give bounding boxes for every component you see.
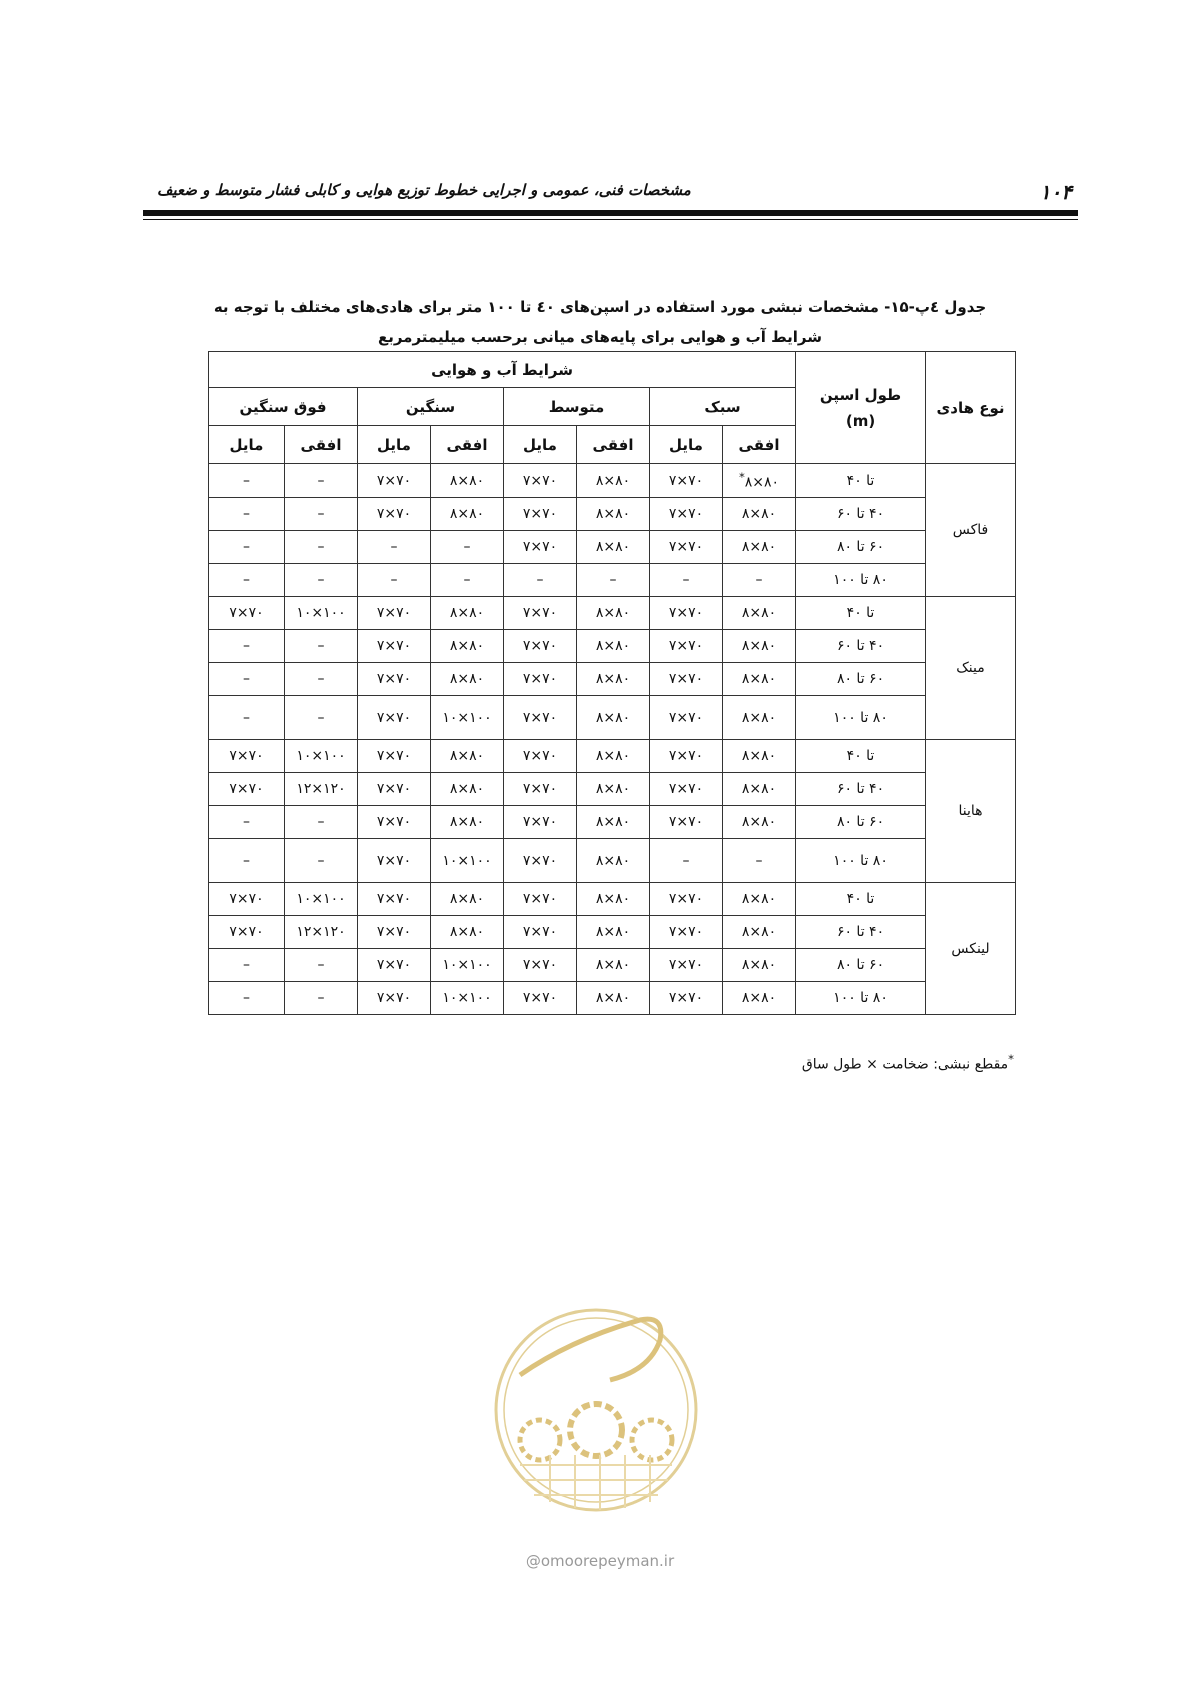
table-row [209,498,1016,531]
angle-size-cell: ۷۰×۷ [650,883,723,916]
angle-size-cell: ۱۰۰×۱۰ [285,740,358,773]
span-range: ۶۰ تا ۸۰ [796,949,926,982]
angle-size-cell: – [650,839,723,883]
angle-size-cell: ۸۰×۸ [577,498,650,531]
angle-size-cell: ۷۰×۷ [504,740,577,773]
angle-size-cell: ۸۰×۸ [723,663,796,696]
angle-size-cell: ۸۰×۸ [723,806,796,839]
angle-size-cell: ۷۰×۷ [650,630,723,663]
angle-size-cell: ۷۰×۷ [358,982,431,1015]
page-number: ۱۰۴ [1039,180,1072,204]
span-range: ۴۰ تا ۶۰ [796,773,926,806]
angle-size-cell: ۷۰×۷ [650,949,723,982]
angle-size-cell: ۷۰×۷ [358,464,431,498]
table-row [209,564,1016,597]
angle-size-cell: – [358,564,431,597]
angle-size-cell: ۸۰×۸ [723,531,796,564]
angle-size-cell: ۷۰×۷ [358,883,431,916]
angle-size-cell: ۸۰×۸ [431,630,504,663]
span-length-label: طول اسپن [819,385,902,404]
angle-size-cell: ۸۰×۸ [723,740,796,773]
header-inclined: مایل [650,426,723,464]
angle-size-cell: – [209,982,285,1015]
angle-size-cell: ۸۰×۸ [577,883,650,916]
header-conductor-type: نوع هادی [926,352,1016,464]
caption-line-2: شرایط آب و هوایی برای پایه‌های میانی برحسب میلیمترمربع [377,328,823,346]
angle-size-cell: ۷۰×۷ [358,773,431,806]
angle-size-cell: ۷۰×۷ [504,663,577,696]
angle-size-cell: ۷۰×۷ [650,696,723,740]
angle-size-cell: ۸۰×۸ [723,883,796,916]
angle-size-cell: ۷۰×۷ [504,464,577,498]
caption-line-1: جدول ٤پ-١۵- مشخصات نبشی مورد استفاده در اسپن‌های ٤٠ تا ۱۰۰ متر برای هادی‌های مختلف با توجه به [213,298,987,316]
angle-size-cell: ۷۰×۷ [358,630,431,663]
header-horizontal: افقی [577,426,650,464]
header-horizontal: افقی [285,426,358,464]
table-row [209,696,1016,740]
angle-size-cell: ۸۰×۸ [431,806,504,839]
angle-size-cell: – [285,564,358,597]
angle-size-cell: ۱۰۰×۱۰ [431,696,504,740]
angle-size-cell: ۷۰×۷ [504,839,577,883]
angle-size-cell: – [285,806,358,839]
header-weather-extra-heavy: فوق سنگین [209,388,358,426]
conductor-name: لینکس [926,883,1016,1015]
angle-size-cell: ۸۰×۸ [431,663,504,696]
angle-size-cell: ۸۰×۸ [723,630,796,663]
angle-size-cell: – [209,564,285,597]
conductor-name: فاکس [926,464,1016,597]
span-range: تا ۴۰ [796,883,926,916]
angle-size-cell: ۸۰×۸ [577,916,650,949]
angle-size-cell: ۸۰×۸ [577,630,650,663]
angle-spec-table [208,351,1016,1015]
footnote-mark: * [1008,1052,1014,1066]
angle-size-cell: ۷۰×۷ [358,498,431,531]
angle-size-cell: – [209,696,285,740]
angle-size-cell: ۸۰×۸ [431,498,504,531]
table-row [209,663,1016,696]
angle-size-cell: ۸۰×۸ [431,773,504,806]
header-weather-medium: متوسط [504,388,650,426]
span-range: ۸۰ تا ۱۰۰ [796,564,926,597]
span-range: تا ۴۰ [796,597,926,630]
table-row [209,597,1016,630]
angle-size-cell: ۷۰×۷ [358,740,431,773]
angle-size-cell: ۷۰×۷ [358,696,431,740]
angle-size-cell: ۸۰×۸ [577,982,650,1015]
angle-size-cell: ۸۰×۸ [577,773,650,806]
angle-size-cell: – [285,696,358,740]
angle-size-cell: ۷۰×۷ [504,916,577,949]
angle-size-cell: – [209,464,285,498]
angle-size-cell: ۷۰×۷ [650,773,723,806]
angle-size-value: ۸۰×۸ [744,474,780,491]
angle-size-cell: ۸۰×۸ [577,949,650,982]
angle-size-cell: – [209,839,285,883]
angle-size-cell: ۷۰×۷ [650,464,723,498]
angle-size-cell: ۱۰۰×۱۰ [431,982,504,1015]
angle-size-cell: ۸۰×۸ [431,597,504,630]
angle-size-cell: ۷۰×۷ [209,597,285,630]
angle-size-cell: ۷۰×۷ [650,663,723,696]
angle-size-cell: – [358,531,431,564]
angle-size-cell: ۷۰×۷ [650,806,723,839]
header-rule-thick [143,210,1078,216]
header-span-length [796,352,926,464]
angle-size-cell: ۱۲۰×۱۲ [285,916,358,949]
header-weather-heavy: سنگین [358,388,504,426]
angle-size-cell: – [431,564,504,597]
footnote-text: مقطع نبشی: ضخامت × طول ساق [801,1056,1009,1073]
angle-size-cell: ۸۰×۸ [577,663,650,696]
angle-size-cell: – [209,663,285,696]
table-row [209,464,1016,498]
span-range: ۴۰ تا ۶۰ [796,916,926,949]
angle-size-cell: ۷۰×۷ [209,883,285,916]
angle-size-cell: – [285,464,358,498]
table-row [209,806,1016,839]
header-horizontal: افقی [723,426,796,464]
angle-size-cell: ۸۰×۸ [723,949,796,982]
angle-size-cell: ۷۰×۷ [358,839,431,883]
footnote-reference: * [738,470,745,485]
angle-size-cell: ۷۰×۷ [504,949,577,982]
angle-size-cell: ۸۰×۸ [577,464,650,498]
angle-size-cell: ۷۰×۷ [504,531,577,564]
angle-size-cell: ۸۰×۸ [723,916,796,949]
angle-size-cell: ۷۰×۷ [504,806,577,839]
angle-size-cell: ۷۰×۷ [504,982,577,1015]
angle-size-cell: ۷۰×۷ [358,663,431,696]
angle-size-cell: – [209,806,285,839]
angle-size-cell: ۱۰۰×۱۰ [285,883,358,916]
span-range: ۸۰ تا ۱۰۰ [796,839,926,883]
angle-size-cell: ۱۰۰×۱۰ [431,839,504,883]
angle-size-cell: – [209,630,285,663]
table-row [209,839,1016,883]
angle-size-cell: – [431,531,504,564]
angle-size-cell: – [723,839,796,883]
angle-size-cell: ۸۰×۸ [723,696,796,740]
table-row [209,740,1016,773]
angle-size-cell: ۷۰×۷ [358,806,431,839]
header-weather-light: سبک [650,388,796,426]
footnote [802,1052,1014,1073]
span-range: ۸۰ تا ۱۰۰ [796,696,926,740]
table-row [209,982,1016,1015]
angle-size-cell: ۸۰×۸ [577,806,650,839]
header-rule-thin [143,219,1078,220]
angle-size-cell: – [209,949,285,982]
angle-size-cell: – [285,531,358,564]
header-inclined: مایل [209,426,285,464]
angle-size-cell: ۸۰×۸ [577,597,650,630]
angle-size-cell: ۱۰۰×۱۰ [285,597,358,630]
angle-size-cell: ۷۰×۷ [504,883,577,916]
angle-size-cell: ۸۰×۸ [431,916,504,949]
angle-size-cell: ۷۰×۷ [209,773,285,806]
angle-size-cell: – [650,564,723,597]
angle-size-cell: ۷۰×۷ [504,773,577,806]
running-title: مشخصات فنی، عمومی و اجرایی خطوط توزیع هوایی و کابلی فشار متوسط و ضعیف [157,181,691,199]
angle-size-cell: ۷۰×۷ [650,982,723,1015]
angle-size-cell: ۸۰×۸ [431,883,504,916]
angle-size-cell: – [209,531,285,564]
angle-size-cell: – [209,498,285,531]
angle-size-cell: ۸۰×۸ [577,839,650,883]
angle-size-cell: – [285,949,358,982]
table-row [209,531,1016,564]
angle-size-cell: ۷۰×۷ [209,740,285,773]
angle-size-cell: ۷۰×۷ [650,531,723,564]
span-length-unit: (m) [845,411,876,430]
header-inclined: مایل [504,426,577,464]
angle-size-cell: ۷۰×۷ [358,597,431,630]
angle-size-cell: ۷۰×۷ [650,597,723,630]
span-range: ۶۰ تا ۸۰ [796,663,926,696]
angle-size-cell: ۸۰×۸ [577,696,650,740]
conductor-name: مینک [926,597,1016,740]
angle-size-cell: – [723,564,796,597]
span-range: ۸۰ تا ۱۰۰ [796,982,926,1015]
angle-size-cell: ۸۰×۸ [431,740,504,773]
angle-size-cell: ۷۰×۷ [650,498,723,531]
table-row [209,916,1016,949]
angle-size-cell: ۱۰۰×۱۰ [431,949,504,982]
table-row [209,630,1016,663]
angle-size-cell: – [285,630,358,663]
header-weather-conditions: شرایط آب و هوایی [209,352,796,388]
span-range: ۴۰ تا ۶۰ [796,630,926,663]
angle-size-cell: – [504,564,577,597]
table-row [209,949,1016,982]
angle-size-cell: – [285,982,358,1015]
table-row [209,773,1016,806]
conductor-name: هاینا [926,740,1016,883]
angle-size-cell: ۸۰×۸ [723,982,796,1015]
angle-size-cell: ۸۰×۸ [723,498,796,531]
span-range: ۶۰ تا ۸۰ [796,806,926,839]
angle-size-cell: – [285,663,358,696]
table-caption [200,292,1000,352]
header-horizontal: افقی [431,426,504,464]
angle-size-cell: ۱۲۰×۱۲ [285,773,358,806]
angle-size-cell: ۸۰×۸ [577,531,650,564]
angle-size-cell: ۷۰×۷ [358,949,431,982]
angle-size-cell [723,464,796,498]
angle-size-cell: – [577,564,650,597]
span-range: ۴۰ تا ۶۰ [796,498,926,531]
angle-size-cell: ۷۰×۷ [504,597,577,630]
header-inclined: مایل [358,426,431,464]
angle-size-cell: – [285,498,358,531]
angle-size-cell: ۷۰×۷ [650,740,723,773]
angle-size-cell: – [285,839,358,883]
table-row [209,883,1016,916]
angle-size-cell: ۷۰×۷ [504,630,577,663]
watermark-site: @omoorepeyman.ir [525,1552,675,1570]
angle-size-cell: ۸۰×۸ [723,597,796,630]
angle-size-cell: ۸۰×۸ [577,740,650,773]
angle-size-cell: ۷۰×۷ [358,916,431,949]
angle-size-cell: ۷۰×۷ [650,916,723,949]
omoorepeyman-logo [490,1280,702,1550]
angle-size-cell: ۷۰×۷ [209,916,285,949]
span-range: تا ۴۰ [796,740,926,773]
span-range: ۶۰ تا ۸۰ [796,531,926,564]
span-range: تا ۴۰ [796,464,926,498]
angle-size-cell: ۸۰×۸ [431,464,504,498]
angle-size-cell: ۷۰×۷ [504,498,577,531]
angle-size-cell: ۸۰×۸ [723,773,796,806]
angle-size-cell: ۷۰×۷ [504,696,577,740]
